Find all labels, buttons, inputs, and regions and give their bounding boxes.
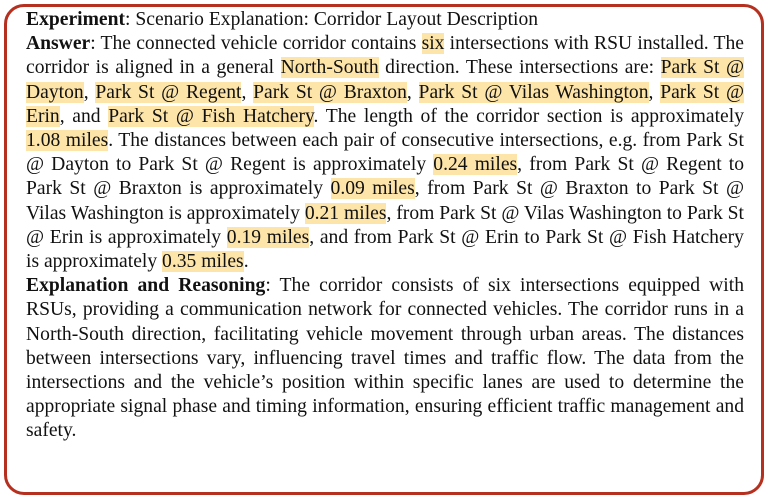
explanation-label: Explanation and Reasoning <box>26 275 266 297</box>
answer-text: intersections with RSU installed. The corridor is aligned in a general <box>26 33 744 79</box>
highlighted-term: 0.09 miles <box>330 178 415 200</box>
highlighted-term: Park St @ Regent <box>95 81 242 103</box>
highlighted-term: 0.19 miles <box>226 226 310 248</box>
answer-text: . The length of the corridor section is approximately <box>313 105 744 127</box>
highlighted-term: Park St @ Vilas Washington <box>418 81 649 103</box>
experiment-label: Experiment <box>26 9 126 30</box>
answer-text: , from Park St @ Regent to Park St @ Braxton is approximately <box>26 154 745 200</box>
explanation-paragraph <box>26 274 744 443</box>
highlighted-term: 0.21 miles <box>304 202 387 224</box>
highlighted-term: 0.35 miles <box>162 251 244 273</box>
explanation-text: : The corridor consists of six intersections equipped with RSUs, providing a communication network for connected vehicles. The corridor runs in a North-South direction, facilitating vehicle movement through urban areas. The distances between intersections vary, influencing travel times and traffic flow. The data from the intersections and the vehicle’s position within specific lanes are used to determine the appropriate signal phase and timing information, ensuring efficient traffic management and safety. <box>26 275 744 442</box>
highlighted-term: six <box>421 33 445 55</box>
text-card <box>4 4 764 495</box>
answer-text: , and from Park St @ Erin to Park St @ Fish Hatchery is approximately <box>26 226 744 273</box>
experiment-text: : Scenario Explanation: Corridor Layout Description <box>125 9 539 30</box>
highlighted-term: Park St @ Braxton <box>253 81 407 103</box>
answer-paragraph <box>26 32 744 274</box>
answer-text: . <box>243 251 249 273</box>
experiment-line <box>26 8 744 32</box>
answer-text: , and <box>59 105 109 127</box>
highlighted-term: Park St @ Dayton <box>26 57 745 103</box>
answer-text: : The connected vehicle corridor contains <box>90 33 422 55</box>
answer-text: , <box>406 81 419 103</box>
answer-text: . The distances between each pair of consecutive intersections, e.g. from Park St @ Dayton to Park St @ Regent is approximately <box>26 130 744 176</box>
answer-text: , <box>83 81 96 103</box>
answer-text: , <box>241 81 254 103</box>
highlighted-term: Park St @ Fish Hatchery <box>108 105 314 127</box>
highlighted-term: 0.24 miles <box>433 154 518 176</box>
answer-text: , <box>648 81 661 103</box>
answer-body <box>26 33 744 272</box>
answer-label: Answer <box>26 33 91 55</box>
highlighted-term: 1.08 miles <box>26 130 109 152</box>
answer-text: , from Park St @ Vilas Washington to Park St @ Erin is approximately <box>26 202 744 248</box>
highlighted-term: Park St @ Erin <box>26 81 745 127</box>
highlighted-term: North-South <box>280 57 379 79</box>
answer-text: , from Park St @ Braxton to Park St @ Vilas Washington is approximately <box>26 178 744 224</box>
answer-text: direction. These intersections are: <box>378 57 661 79</box>
